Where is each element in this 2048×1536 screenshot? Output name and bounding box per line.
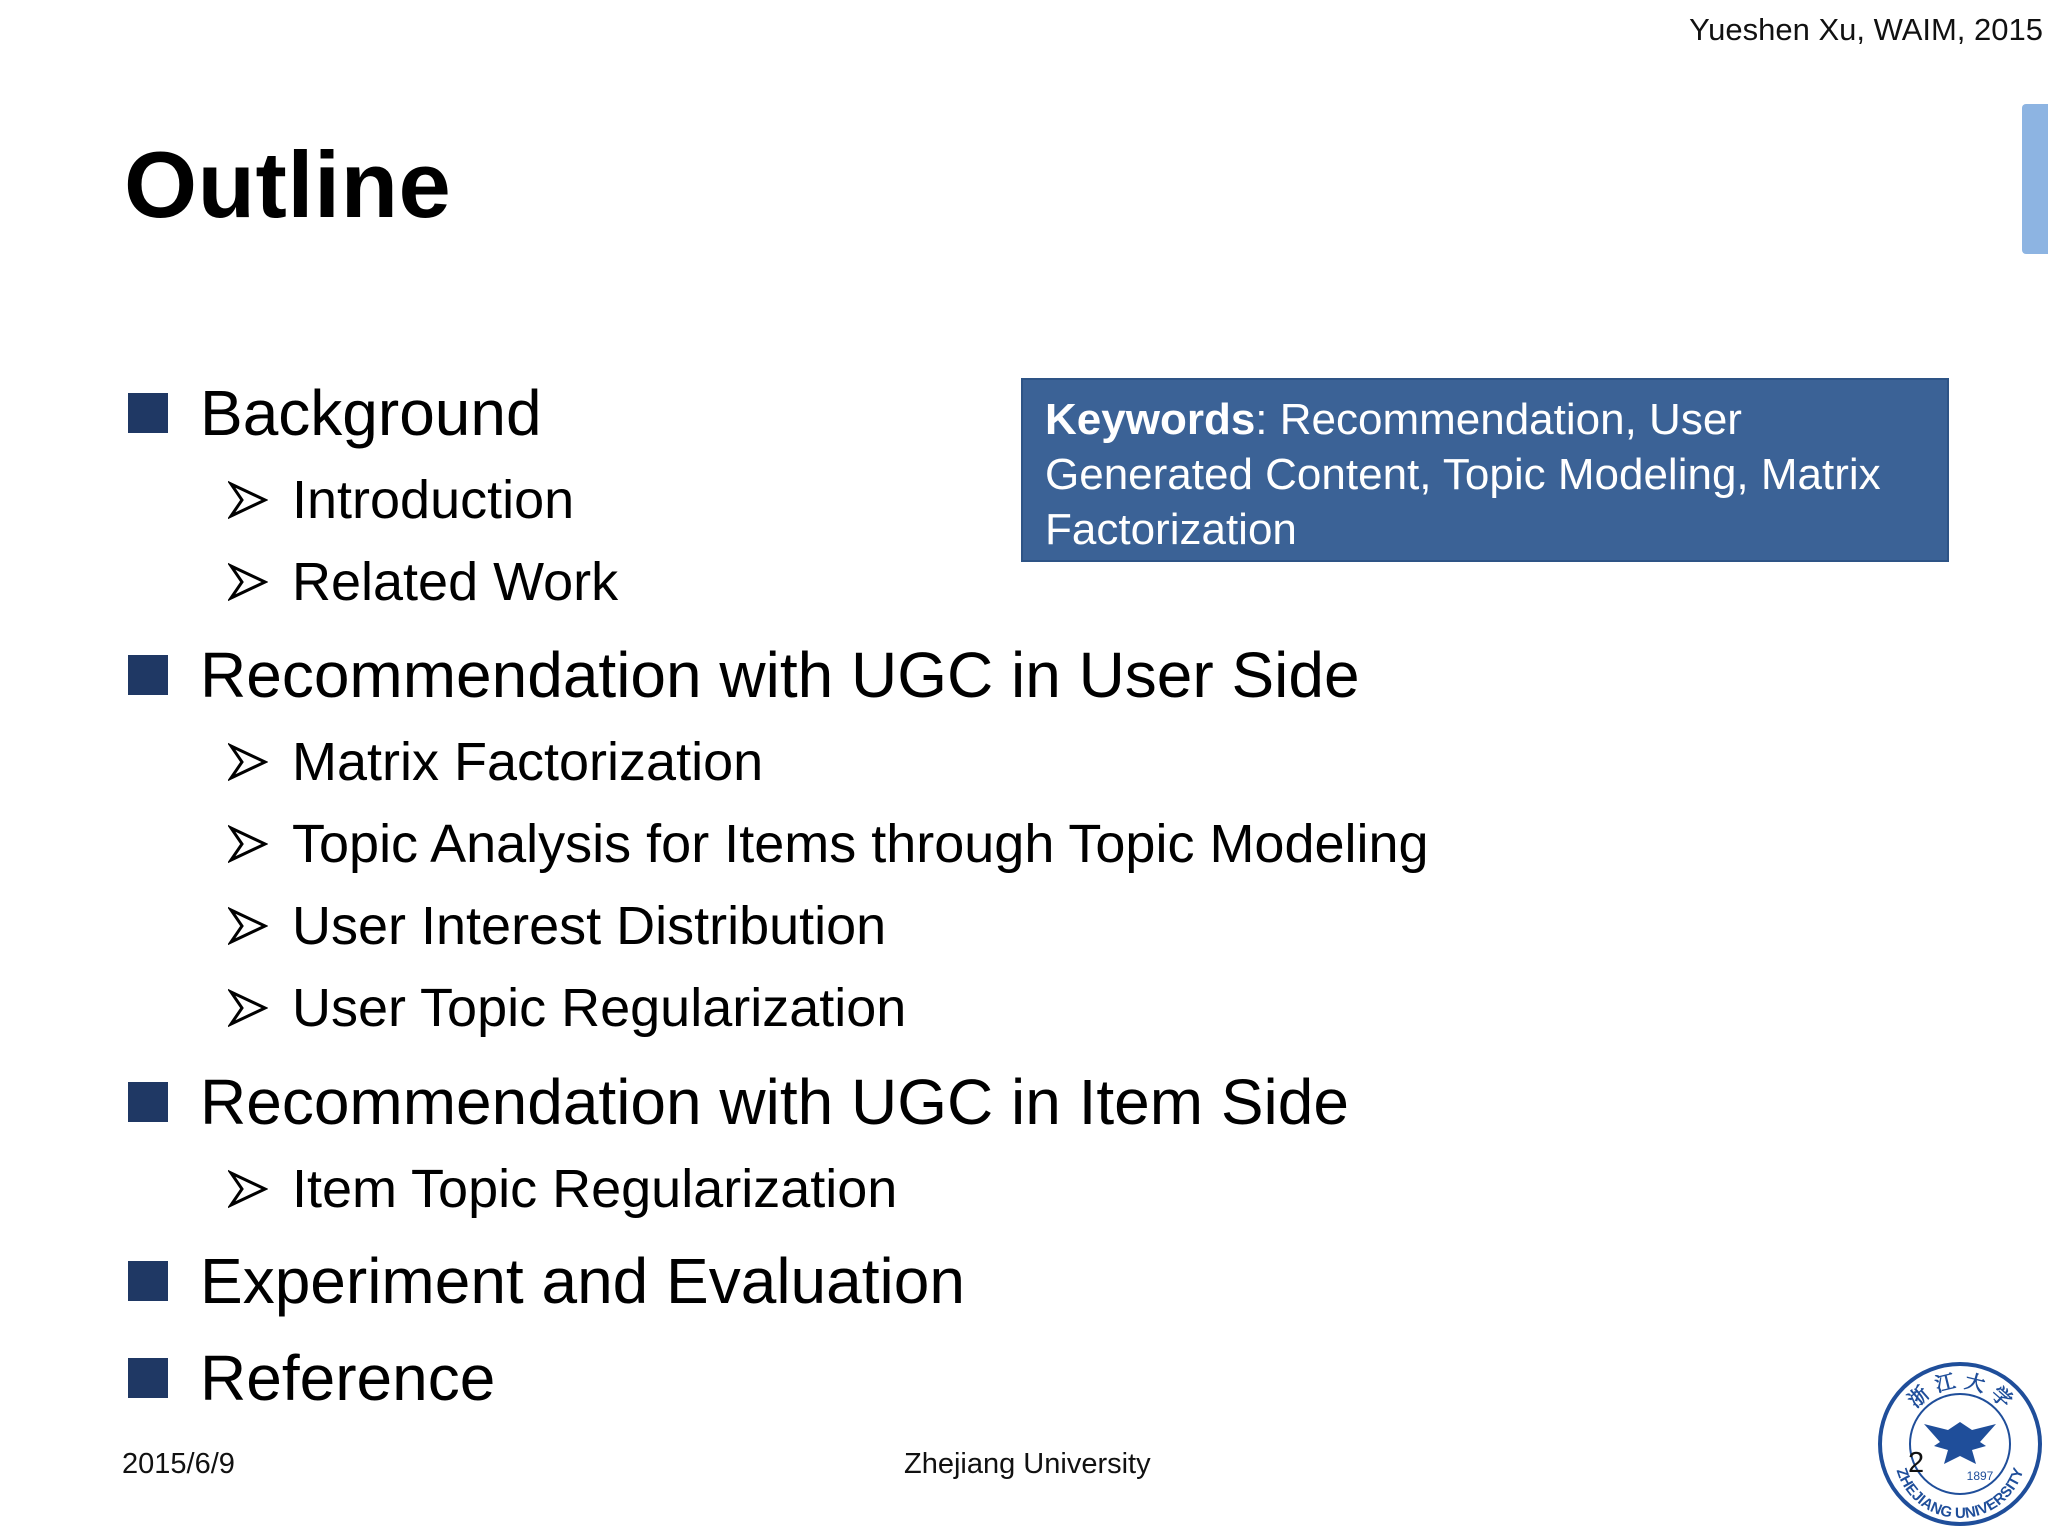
keywords-text: : Recommendation, User Generated Content, Topic Modeling, Matrix Factorization [1045,395,1881,554]
logo-text-bottom: ZHEJIANG UNIVERSITY [1892,1465,2028,1523]
square-bullet-icon [128,1261,168,1301]
slide-title: Outline [124,132,452,237]
arrow-bullet-icon [228,480,268,520]
outline-subitem-label: Topic Analysis for Items through Topic Modeling [292,814,1429,874]
outline-subitem-user-interest [228,894,886,958]
arrow-bullet-icon [228,906,268,946]
outline-item-reference [128,1340,495,1416]
logo-text-top: 浙 江 大 学 [1902,1368,2018,1413]
footer-organization: Zhejiang University [904,1448,1151,1480]
outline-subitem-topic-analysis [228,812,1429,876]
outline-subitem-label: Related Work [292,552,619,612]
outline-item-label: Experiment and Evaluation [200,1245,965,1317]
outline-subitem-label: Item Topic Regularization [292,1159,898,1219]
outline-item-label: Recommendation with UGC in User Side [200,639,1360,711]
outline-item-background [128,375,542,451]
square-bullet-icon [128,1358,168,1398]
outline-subitem-item-topic-regularization [228,1157,897,1221]
page-number: 2 [1908,1447,1925,1479]
outline-subitem-matrix-factorization [228,730,763,794]
keywords-box [1021,378,1949,562]
outline-subitem-label: User Topic Regularization [292,978,907,1038]
outline-item-user-side [128,637,1360,713]
author-note: Yueshen Xu, WAIM, 2015 [1689,12,2043,47]
outline-item-label: Background [200,377,542,449]
arrow-bullet-icon [228,988,268,1028]
outline-subitem-introduction [228,468,574,532]
outline-item-label: Reference [200,1342,496,1414]
square-bullet-icon [128,655,168,695]
outline-subitem-related-work [228,550,618,614]
outline-subitem-label: Matrix Factorization [292,732,764,792]
arrow-bullet-icon [228,1169,268,1209]
outline-subitem-label: Introduction [292,470,575,530]
outline-item-experiment [128,1243,965,1319]
keywords-label: Keywords [1045,395,1256,444]
logo-year: 1897 [1966,1469,1994,1483]
zhejiang-university-seal-icon [1876,1360,2044,1528]
arrow-bullet-icon [228,562,268,602]
square-bullet-icon [128,393,168,433]
outline-item-item-side [128,1064,1349,1140]
arrow-bullet-icon [228,824,268,864]
arrow-bullet-icon [228,742,268,782]
outline-subitem-label: User Interest Distribution [292,896,887,956]
square-bullet-icon [128,1082,168,1122]
outline-subitem-user-topic-regularization [228,976,906,1040]
outline-item-label: Recommendation with UGC in Item Side [200,1066,1349,1138]
footer-date: 2015/6/9 [122,1448,235,1480]
